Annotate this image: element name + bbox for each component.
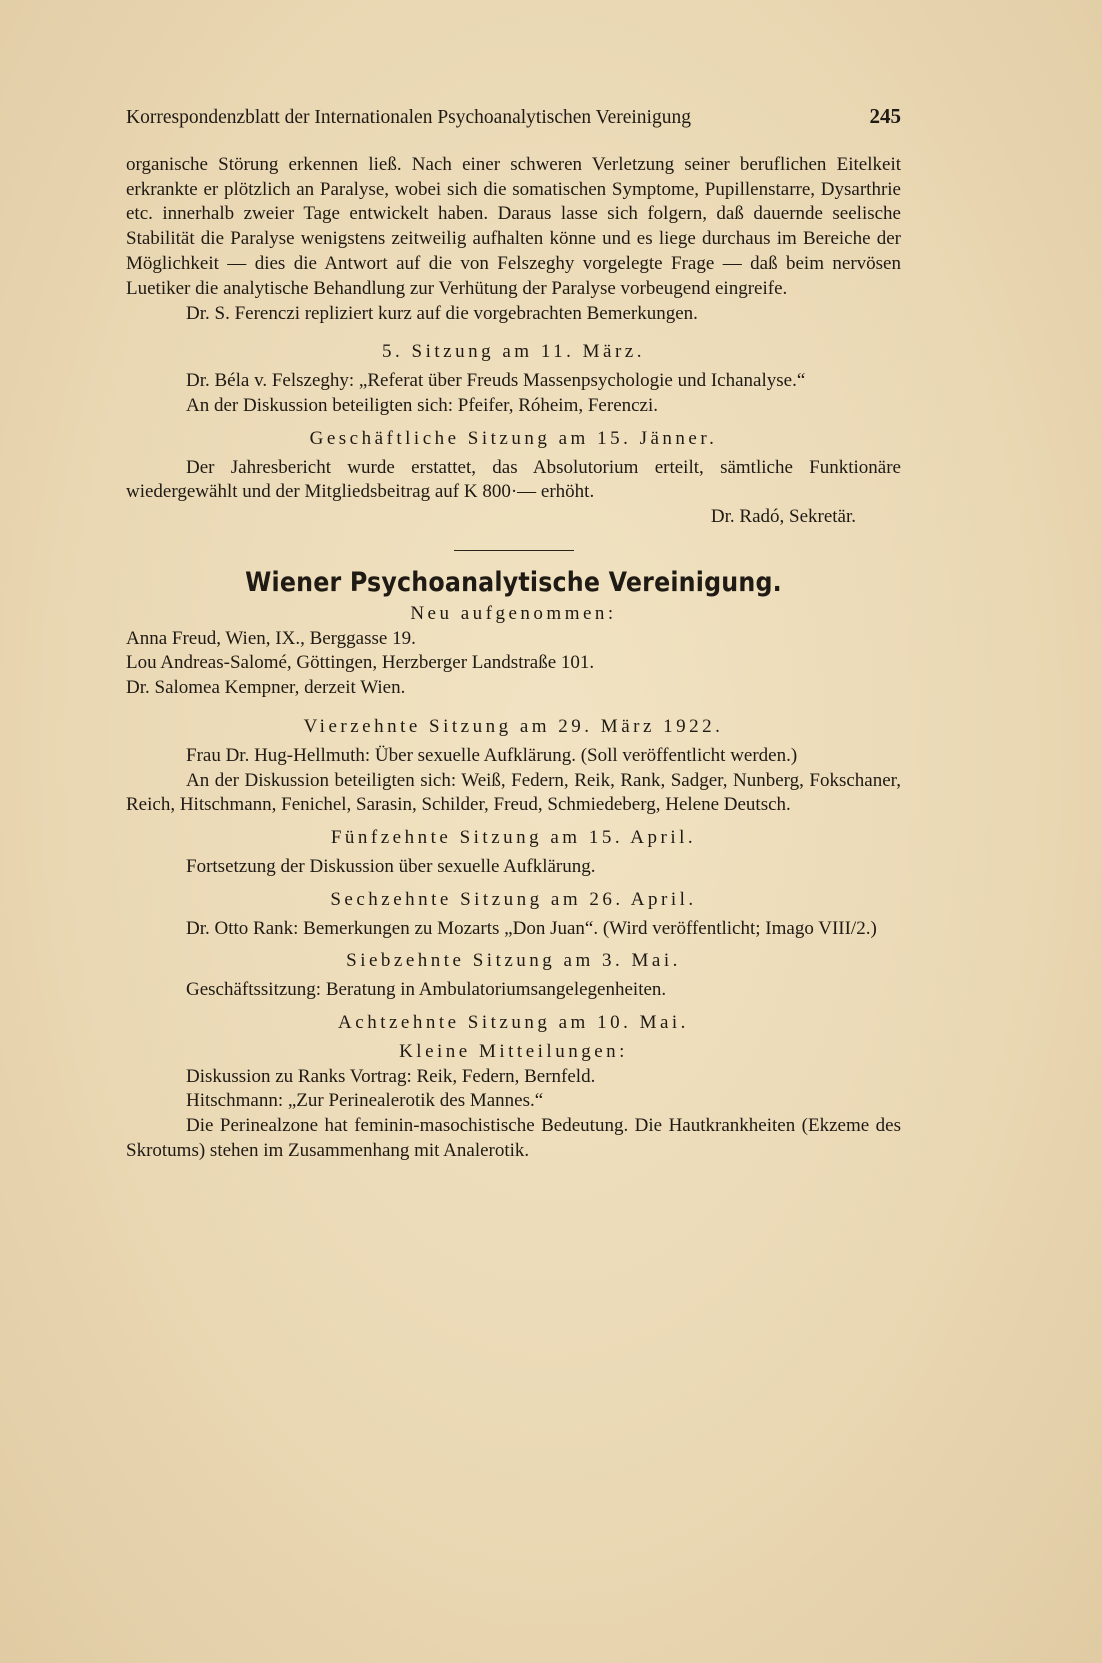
session-16-heading: Sechzehnte Sitzung am 26. April. — [330, 888, 697, 910]
short-communications-heading: Kleine Mitteilungen: — [399, 1040, 628, 1062]
paragraph-continued: organische Störung erkennen ließ. Nach einer schweren Verletzung seiner beruflichen Eitelkeit erkrankte er plötzlich an Paralyse, wobei sich die somatischen Symptome, Pupillenstarre, Dysarthrie etc. innerhalb zweier Tage entwickelt haben. Daraus lasse sich folgern, daß dauernde seelische Stabilität die Paralyse wenigstens zeitweilig aufhalten könne und es liege durchaus im Bereiche der Möglichkeit — dies die Antwort auf die von Felszeghy vorgelegte Frage — daß beim nervösen Luetiker die analytische Behandlung zur Verhütung der Paralyse vorbeugend eingreife. — [126, 153, 901, 299]
session-18-heading: Achtzehnte Sitzung am 10. Mai. — [338, 1011, 689, 1033]
session-17-text: Geschäftssitzung: Beratung in Ambulatoriumsangelegenheiten. — [186, 979, 667, 1001]
session-5-heading: 5. Sitzung am 11. März. — [382, 341, 645, 363]
session-14-lecture: Frau Dr. Hug-Hellmuth: Über sexuelle Aufklärung. (Soll veröffentlicht werden.) — [186, 744, 798, 766]
section-divider — [454, 550, 574, 551]
session-18-discussion: Diskussion zu Ranks Vortrag: Reik, Federn, Bernfeld. — [186, 1065, 596, 1087]
session-5-lecture: Dr. Béla v. Felszeghy: „Referat über Freuds Massenpsychologie und Ichanalyse.“ — [186, 370, 806, 392]
paragraph-ferenczi-reply: Dr. S. Ferenczi repliziert kurz auf die vorgebrachten Bemerkungen. — [186, 302, 698, 324]
member-line: Dr. Salomea Kempner, derzeit Wien. — [126, 677, 406, 699]
secretary-signature: Dr. Radó, Sekretär. — [710, 506, 856, 528]
session-18-hitschmann: Hitschmann: „Zur Perinealerotik des Mannes.“ — [186, 1090, 544, 1112]
session-16-lecture: Dr. Otto Rank: Bemerkungen zu Mozarts „Don Juan“. (Wird veröffentlicht; Imago VIII/2.) — [186, 917, 877, 939]
session-17-heading: Siebzehnte Sitzung am 3. Mai. — [346, 950, 681, 972]
session-15-heading: Fünfzehnte Sitzung am 15. April. — [330, 827, 697, 849]
session-15-text: Fortsetzung der Diskussion über sexuelle Aufklärung. — [186, 855, 596, 877]
session-14-discussion: An der Diskussion beteiligten sich: Weiß, Federn, Reik, Rank, Sadger, Nunberg, Fokschaner, Reich, Hitschmann, Fenichel, Sarasin, Schilder, Freud, Schmiedeberg, Helene Deutsch. — [126, 769, 901, 816]
business-session-heading: Geschäftliche Sitzung am 15. Jänner. — [309, 427, 718, 449]
new-members-heading: Neu aufgenommen: — [410, 602, 617, 624]
running-header — [126, 104, 901, 131]
member-line: Anna Freud, Wien, IX., Berggasse 19. — [126, 627, 416, 649]
page-number: 245 — [869, 104, 901, 128]
running-title: Korrespondenzblatt der Internationalen Psychoanalytischen Vereinigung — [126, 107, 691, 128]
business-session-report: Der Jahresbericht wurde erstattet, das Absolutorium erteilt, sämtliche Funktionäre wiedergewählt und der Mitgliedsbeitrag auf K 800·— erhöht. — [126, 456, 901, 503]
text-column — [126, 104, 901, 1164]
member-line: Lou Andreas-Salomé, Göttingen, Herzberger Landstraße 101. — [126, 652, 595, 674]
section-title: Wiener Psychoanalytische Vereinigung. — [245, 566, 782, 598]
session-14-heading: Vierzehnte Sitzung am 29. März 1922. — [303, 715, 724, 737]
session-18-summary: Die Perinealzone hat feminin-masochistische Bedeutung. Die Hautkrankheiten (Ekzeme des Skrotums) stehen im Zusammenhang mit Analerotik. — [126, 1115, 901, 1161]
session-5-discussion: An der Diskussion beteiligten sich: Pfeifer, Róheim, Ferenczi. — [186, 394, 659, 416]
